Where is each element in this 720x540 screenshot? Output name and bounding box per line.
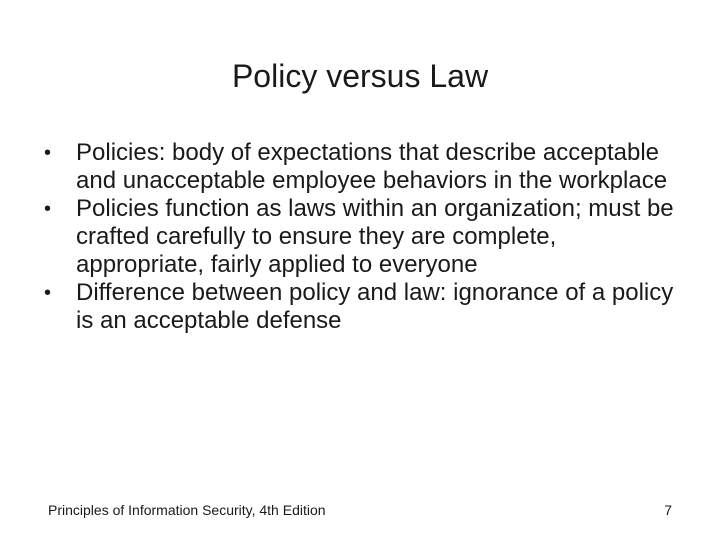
slide-title: Policy versus Law [231, 58, 489, 94]
bullet-list [44, 139, 684, 335]
bullet-text: Policies function as laws within an organization; must be crafted carefully to ensure they are complete, appropriate, fairly applied to everyone [76, 195, 674, 278]
bullet-item [44, 139, 684, 195]
bullet-text: Difference between policy and law: ignorance of a policy is an acceptable defense [76, 279, 674, 334]
bullet-marker: • [44, 142, 52, 164]
bullet-marker: • [44, 282, 52, 304]
page-number: 7 [664, 502, 672, 518]
bullet-item [44, 195, 684, 279]
bullet-text: Policies: body of expectations that describe acceptable and unacceptable employee behaviors in the workplace [76, 139, 668, 194]
bullet-item [44, 279, 684, 335]
bullet-marker: • [44, 198, 52, 220]
footer-text: Principles of Information Security, 4th Edition [48, 502, 326, 518]
